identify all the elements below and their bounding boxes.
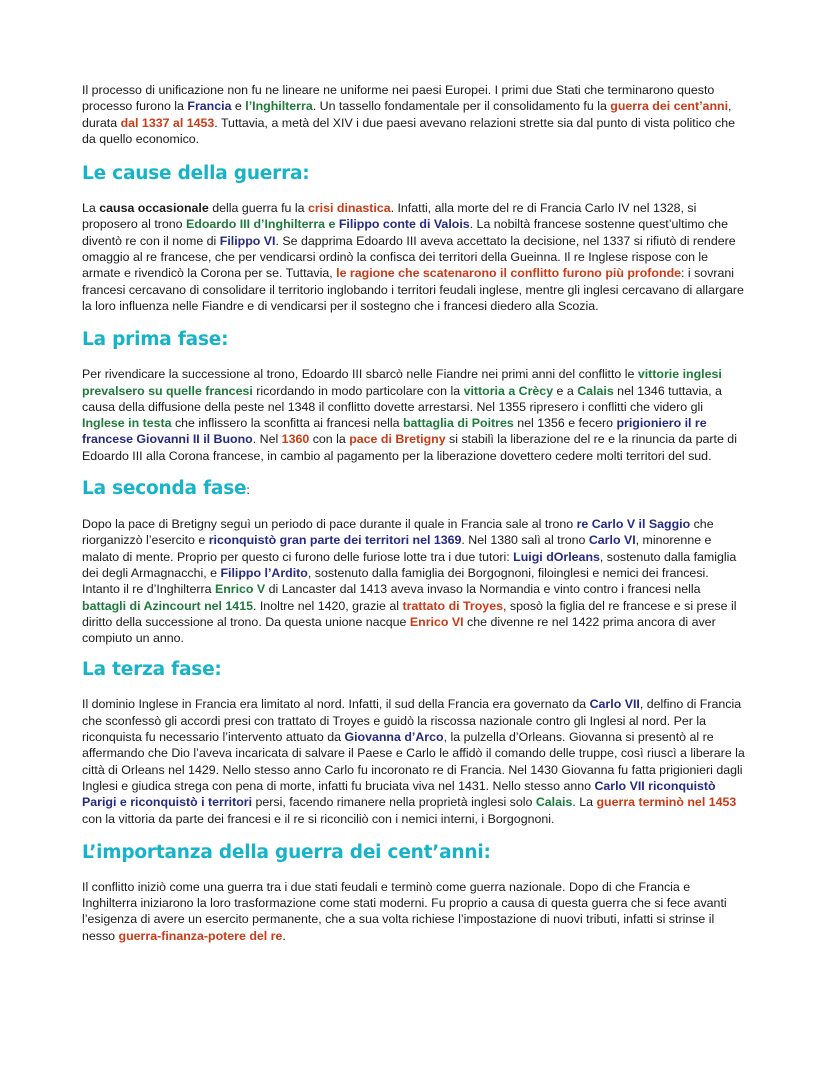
highlight-red: crisi dinastica: [307, 201, 391, 216]
highlight-green: Edoardo III d’Inghilterra: [186, 217, 326, 232]
highlight-red: pace di Bretigny: [349, 432, 446, 447]
highlight-red: trattato di Troyes: [402, 598, 503, 613]
text-run: , delfino di Francia che sconfessò gli accordi presi con trattato di Troyes e guidò la riscossa nazionale contro gli Inglesi al nord. Per la riconquista fu necessario l’intervento attuato da: [82, 697, 742, 745]
highlight-red: guerra terminò nel 1453: [596, 795, 737, 810]
text-run: nel 1346 tuttavia, a causa della diffusione della peste nel 1348 il conflitto dovette arrestarsi. Nel 1355 ripresero i conflitti che videro gli: [82, 383, 722, 414]
highlight-navy: Luigi dOrleans: [513, 549, 600, 564]
text-run: , minorenne e malato di mente. Proprio per questo ci furono delle furiose lotte tra i due tutori:: [82, 533, 712, 564]
text-run: . Se dapprima Edoardo III aveva accettato la decisione, nel 1337 si rifiutò di rendere omaggio al re francese, che per vendicarsi ordinò la confisca dei territori della Gueinna. Il re Inglese rispose con le armate e rivendicò la Corona per se. Tuttavia,: [82, 233, 736, 281]
highlight-navy: Giovanna d’Arco: [344, 730, 444, 745]
highlight-navy: riconquistò gran parte dei territori nel 1369: [208, 533, 462, 548]
heading-colon: :: [246, 483, 250, 498]
section-heading-terza: La terza fase:: [82, 659, 222, 681]
highlight-red: guerra-finanza-potere del re: [118, 928, 283, 943]
highlight-dates: dal 1337 al 1453: [120, 115, 215, 130]
text-run: che divenne re nel 1422 prima ancora di aver compiuto un anno.: [82, 614, 716, 646]
highlight-navy: Carlo VI: [588, 533, 636, 548]
cause-paragraph: [82, 200, 746, 314]
text-run: , sposò la figlia del re francese e si prese il diritto della successione al trono. Da questa unione nacque: [82, 598, 737, 629]
highlight-navy: Carlo VII riconquistò Parigi e riconquistò i territori: [82, 778, 716, 810]
text-run: .: [282, 928, 286, 943]
intro-paragraph: [82, 82, 746, 147]
text-run: , durata: [82, 99, 732, 130]
text-run: . Nel: [252, 432, 282, 447]
text-run: . La: [572, 795, 597, 810]
section-heading-cause: Le cause della guerra:: [82, 163, 310, 185]
highlight-navy: Carlo VII: [589, 697, 640, 712]
text-run: Il conflitto iniziò come una guerra tra i due stati feudali e terminò come guerra nazionale. Dopo di che Francia e Inghilterra iniziarono la loro trasformazione come stati moderni. Fu proprio a causa di questa guerra che si fece avanti l’esigenza di avere un esercito permanente, che a sua volta richiese l’impostazione di nuovi tributi, infatti si strinse il nesso: [82, 879, 727, 943]
section-heading-importanza: L’importanza della guerra dei cent’anni:: [82, 841, 491, 863]
text-run: : i sovrani francesi cercavano di consolidare il territorio inglobando i territori feudali inglese, mentre gli inglesi cercavano di allargare la loro influenza nelle Fiandre e di vendicarsi per il sostegno che i francesi diedero alla Scozia.: [82, 266, 744, 313]
text-run: Per rivendicare la successione al trono, Edoardo III sbarcò nelle Fiandre nei primi anni del conflitto le: [82, 367, 638, 382]
highlight-green: Calais: [577, 383, 614, 398]
text-run: Dopo la pace di Bretigny seguì un periodo di pace durante il quale in Francia sale al trono: [82, 517, 577, 532]
importanza-paragraph: [82, 879, 746, 944]
text-run: . Tuttavia, a metà del XIV i due paesi avevano relazioni strette sia dal punto di vista politico che da quello economico.: [82, 115, 735, 146]
highlight-navy: Filippo l’Ardito: [220, 565, 308, 580]
prima-paragraph: [82, 366, 746, 464]
text-run: ricordando in modo particolare con la: [252, 383, 464, 398]
section-heading-prima: La prima fase:: [82, 329, 229, 351]
highlight-navy: Filippo conte di Valois: [338, 217, 470, 232]
highlight-green: vittoria a Crècy: [463, 383, 554, 398]
text-run: . La nobiltà francese sostenne quest’ultimo che diventò re con il nome di: [82, 217, 728, 248]
text-run: Il dominio Inglese in Francia era limitato al nord. Infatti, il sud della Francia era governato da: [82, 697, 590, 712]
highlight-green: vittorie inglesi prevalsero su quelle francesi: [82, 367, 722, 398]
text-run: con la vittoria da parte dei francesi e il re si riconciliò con i nemici interni, i Borgognoni.: [82, 811, 555, 826]
heading-text: La seconda fase: [82, 478, 247, 500]
text-run: con la: [309, 432, 350, 447]
text-run: e: [231, 99, 246, 114]
highlight-green: battagli di Azincourt nel 1415: [82, 598, 253, 613]
highlight-francia: Francia: [187, 99, 232, 114]
text-run: di Lancaster dal 1413 aveva invaso la Normandia e vinto contro i francesi nella: [265, 582, 701, 597]
text-run: che riorganizzò l’esercito e: [82, 517, 714, 548]
terza-paragraph: [82, 696, 746, 826]
highlight-guerra: guerra dei cent’anni: [610, 99, 729, 114]
highlight-navy: Filippo VI: [219, 233, 276, 248]
text-run: della guerra fu la: [208, 201, 308, 216]
text-run: . Nel 1380 salì al trono: [461, 533, 589, 548]
text-run: . Inoltre nel 1420, grazie al: [252, 598, 403, 613]
text-run: , sostenuto dalla famiglia dei degli Armagnacchi, e: [82, 549, 737, 580]
section-heading-seconda: [82, 478, 746, 501]
text-run: che inflissero la sconfitta ai francesi nella: [171, 416, 403, 431]
text-run: . Infatti, alla morte del re di Francia Carlo IV nel 1328, si proposero al trono: [82, 201, 697, 232]
highlight-red: 1360: [281, 432, 310, 447]
text-run: nel 1356 e fecero: [513, 416, 617, 431]
highlight-green: Inglese in testa: [82, 416, 172, 431]
text-run: . Un tassello fondamentale per il consolidamento fu la: [312, 99, 611, 114]
text-run: Il processo di unificazione non fu ne lineare ne uniforme nei paesi Europei. I primi due Stati che terminarono questo processo furono la: [82, 83, 715, 114]
highlight-green: battaglia di Poitres: [402, 416, 514, 431]
text-run: si stabilì la liberazione del re e la rinuncia da parte di Edoardo III alla Corona francese, in cambio al pagamento per la liberazione dovettero cedere molti territori del sud.: [82, 432, 737, 463]
highlight-inghilterra: l’Inghilterra: [245, 99, 313, 114]
text-run: e a: [553, 383, 578, 398]
highlight-bold: causa occasionale: [99, 201, 209, 216]
highlight-navy: prigioniero il re francese Giovanni II il Buono: [82, 416, 707, 447]
highlight-green: e: [325, 217, 339, 232]
highlight-green: Enrico V: [214, 582, 266, 597]
highlight-red: Enrico VI: [409, 614, 464, 629]
highlight-red: le ragione che scatenarono il conflitto furono più profonde: [336, 266, 682, 281]
text-run: persi, facendo rimanere nella proprietà inglesi solo: [252, 795, 536, 810]
text-run: La: [82, 201, 100, 216]
text-run: , sostenuto dalla famiglia dei Borgognoni, filoinglesi e nemici dei francesi. Intanto il re d’Inghilterra: [82, 565, 709, 597]
highlight-green: Calais: [535, 795, 573, 810]
highlight-navy: re Carlo V il Saggio: [576, 517, 691, 532]
seconda-paragraph: [82, 516, 746, 646]
text-run: , la pulzella d’Orleans. Giovanna si presentò al re affermando che Dio l’aveva incaricata di salvare il Paese e Carlo le affidò il comando delle truppe, così riuscì a liberare la città di Orleans nel 1429. Nello stesso anno Carlo fu incoronato re di Francia. Nel 1430 Giovanna fu fatta prigionieri dagli Inglesi e giudica strega con pena di morte, infatti fu bruciata viva nel 1431. Nello stesso anno: [82, 730, 745, 793]
